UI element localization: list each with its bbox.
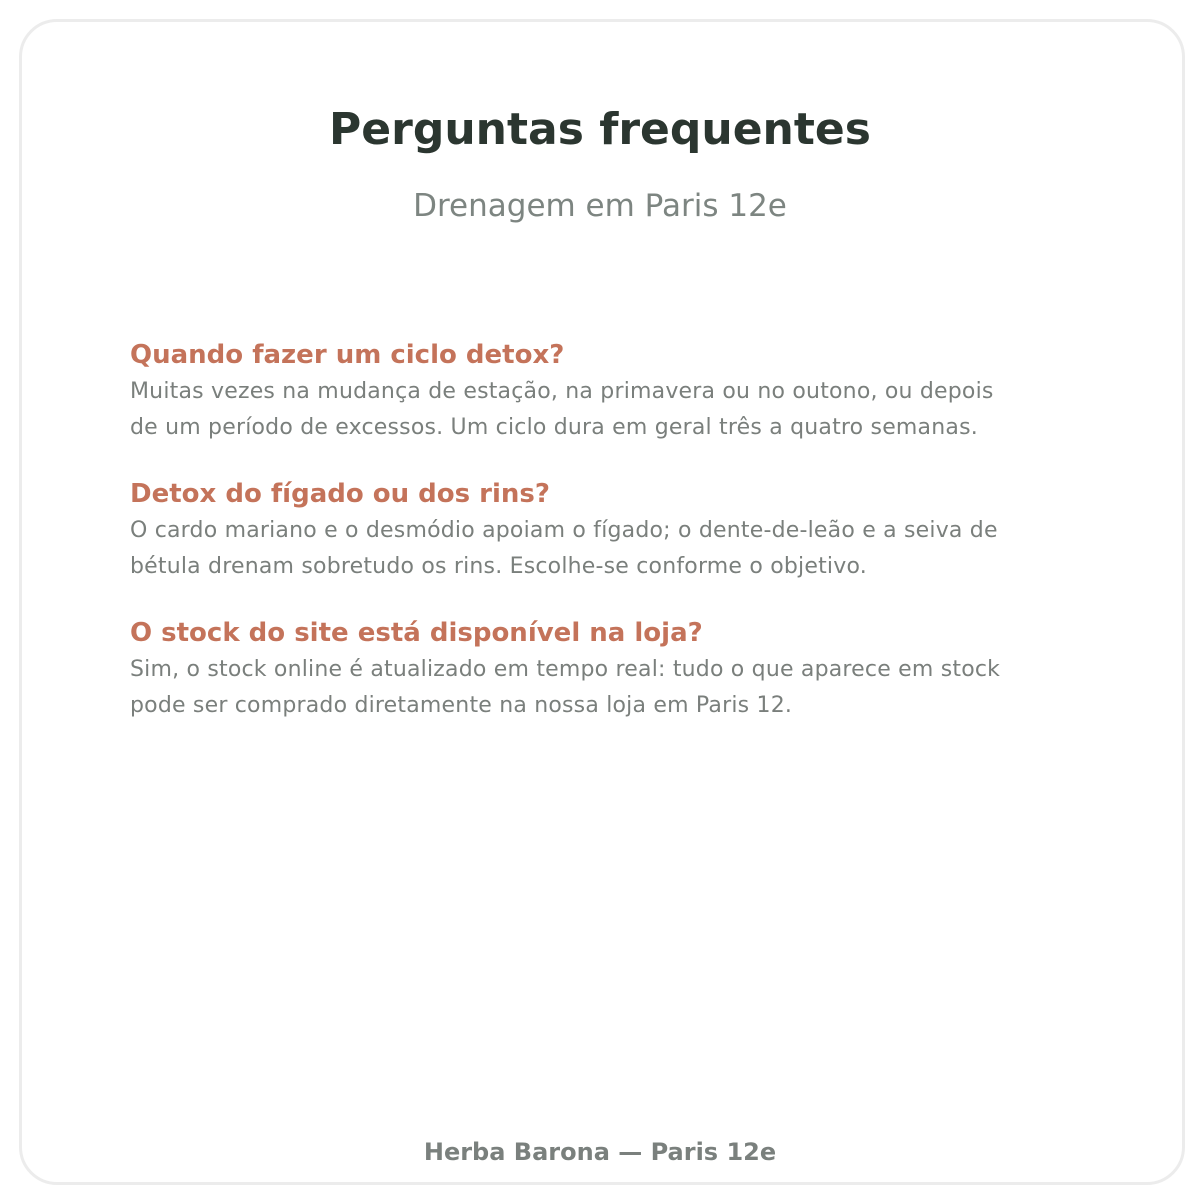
faq-question: Detox do fígado ou dos rins? — [130, 479, 550, 509]
page-title: Perguntas frequentes — [329, 104, 871, 155]
faq-answer-line: Sim, o stock online é atualizado em tempo real: tudo o que aparece em stock — [130, 657, 1001, 682]
faq-question: O stock do site está disponível na loja? — [130, 618, 703, 648]
faq-item — [130, 475, 1090, 585]
faq-answer-line: de um período de excessos. Um ciclo dura em geral três a quatro semanas. — [130, 415, 978, 440]
faq-question: Quando fazer um ciclo detox? — [130, 340, 565, 370]
faq-item — [130, 336, 1090, 446]
faq-answer-line: Muitas vezes na mudança de estação, na primavera ou no outono, ou depois — [130, 379, 994, 404]
faq-answer-line: O cardo mariano e o desmódio apoiam o fígado; o dente-de-leão e a seiva de — [130, 518, 998, 543]
faq-answer-line: bétula drenam sobretudo os rins. Escolhe-se conforme o objetivo. — [130, 554, 867, 579]
faq-answer-line: pode ser comprado diretamente na nossa loja em Paris 12. — [130, 693, 793, 718]
faq-item — [130, 614, 1090, 724]
page-subtitle: Drenagem em Paris 12e — [413, 188, 787, 224]
footer-brand: Herba Barona — Paris 12e — [423, 1138, 777, 1166]
